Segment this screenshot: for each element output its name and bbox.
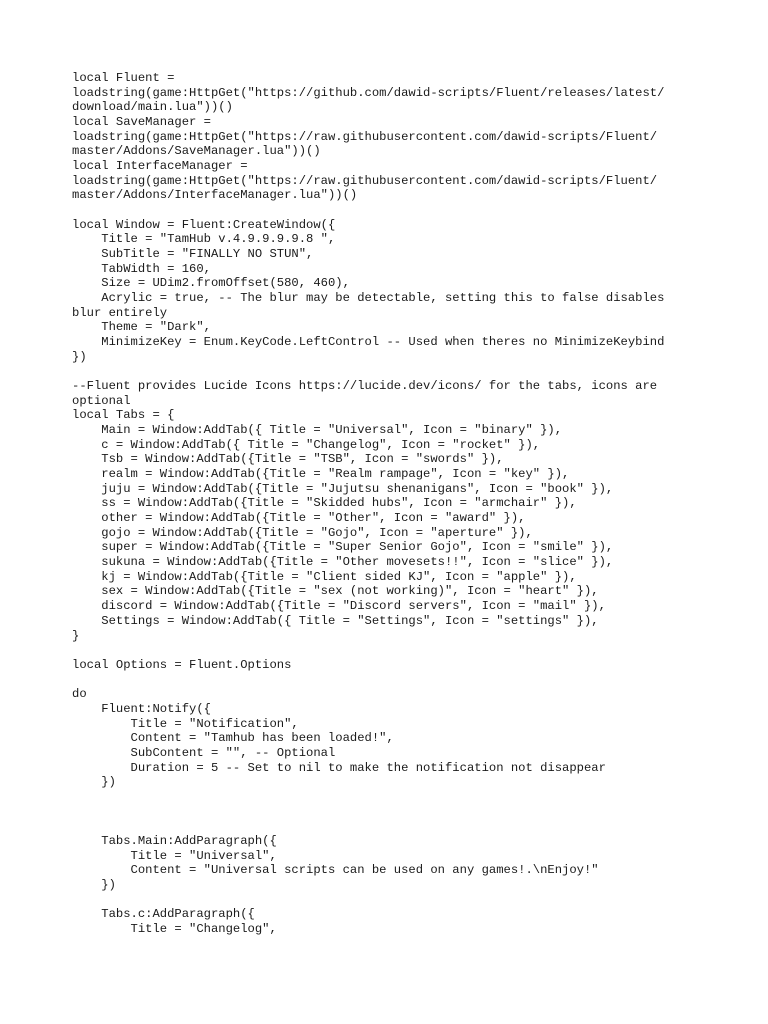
code-line: c = Window:AddTab({ Title = "Changelog", Icon = "rocket" }), <box>72 437 541 452</box>
code-line: ss = Window:AddTab({Title = "Skidded hubs", Icon = "armchair" }), <box>72 496 577 511</box>
code-line: blur entirely <box>72 305 168 320</box>
code-line: local Options = Fluent.Options <box>72 657 292 672</box>
code-line: loadstring(game:HttpGet("https://github.com/dawid-scripts/Fluent/releases/latest/ <box>72 85 665 100</box>
code-line: local Window = Fluent:CreateWindow({ <box>72 217 336 232</box>
code-line: kj = Window:AddTab({Title = "Client sided KJ", Icon = "apple" }), <box>72 569 577 584</box>
code-line: Tabs.Main:AddParagraph({ <box>72 833 277 848</box>
code-line: }) <box>72 349 87 364</box>
code-line: Title = "Notification", <box>72 716 299 731</box>
code-line: }) <box>72 877 116 892</box>
code-line: sex = Window:AddTab({Title = "sex (not working)", Icon = "heart" }), <box>72 584 599 599</box>
code-line: SubTitle = "FINALLY NO STUN", <box>72 247 314 262</box>
code-line: download/main.lua"))() <box>72 100 233 115</box>
code-line: Title = "Universal", <box>72 848 277 863</box>
code-line: other = Window:AddTab({Title = "Other", Icon = "award" }), <box>72 511 526 526</box>
code-line: Title = "Changelog", <box>72 921 277 936</box>
code-line <box>72 643 692 658</box>
code-line: loadstring(game:HttpGet("https://raw.githubusercontent.com/dawid-scripts/Fluent/ <box>72 173 658 188</box>
code-line: realm = Window:AddTab({Title = "Realm rampage", Icon = "key" }), <box>72 467 570 482</box>
code-line: super = Window:AddTab({Title = "Super Senior Gojo", Icon = "smile" }), <box>72 540 614 555</box>
code-line: SubContent = "", -- Optional <box>72 745 336 760</box>
code-line <box>72 673 692 688</box>
code-line <box>72 203 692 218</box>
code-line <box>72 893 692 908</box>
code-line: discord = Window:AddTab({Title = "Discord servers", Icon = "mail" }), <box>72 599 606 614</box>
code-line: local InterfaceManager = <box>72 159 248 174</box>
code-line: Content = "Universal scripts can be used on any games!.\nEnjoy!" <box>72 863 599 878</box>
code-line: Fluent:Notify({ <box>72 701 211 716</box>
code-line: } <box>72 628 80 643</box>
code-line: Title = "TamHub v.4.9.9.9.9.8 ", <box>72 232 336 247</box>
code-line: Content = "Tamhub has been loaded!", <box>72 731 394 746</box>
code-line: Theme = "Dark", <box>72 320 211 335</box>
code-line: do <box>72 687 87 702</box>
code-line <box>72 805 692 820</box>
code-line <box>72 790 692 805</box>
code-listing <box>72 71 692 937</box>
code-line: gojo = Window:AddTab({Title = "Gojo", Icon = "aperture" }), <box>72 525 533 540</box>
code-line: Tsb = Window:AddTab({Title = "TSB", Icon = "swords" }), <box>72 452 504 467</box>
code-line: juju = Window:AddTab({Title = "Jujutsu shenanigans", Icon = "book" }), <box>72 481 614 496</box>
code-line: local Tabs = { <box>72 408 175 423</box>
code-line: Tabs.c:AddParagraph({ <box>72 907 255 922</box>
code-line: sukuna = Window:AddTab({Title = "Other movesets!!", Icon = "slice" }), <box>72 555 614 570</box>
code-line: master/Addons/InterfaceManager.lua"))() <box>72 188 358 203</box>
code-line: }) <box>72 775 116 790</box>
code-line <box>72 364 692 379</box>
code-line: TabWidth = 160, <box>72 261 211 276</box>
code-line: loadstring(game:HttpGet("https://raw.githubusercontent.com/dawid-scripts/Fluent/ <box>72 129 658 144</box>
code-line: master/Addons/SaveManager.lua"))() <box>72 144 321 159</box>
code-line: local Fluent = <box>72 71 175 85</box>
code-line: local SaveManager = <box>72 115 211 130</box>
code-line: Main = Window:AddTab({ Title = "Universal", Icon = "binary" }), <box>72 423 563 438</box>
code-line: MinimizeKey = Enum.KeyCode.LeftControl -- Used when theres no MinimizeKeybind <box>72 335 665 350</box>
code-line: Duration = 5 -- Set to nil to make the notification not disappear <box>72 760 606 775</box>
code-line: --Fluent provides Lucide Icons https://lucide.dev/icons/ for the tabs, icons are <box>72 379 658 394</box>
code-line <box>72 819 692 834</box>
code-line: optional <box>72 393 131 408</box>
code-line: Size = UDim2.fromOffset(580, 460), <box>72 276 350 291</box>
code-line: Acrylic = true, -- The blur may be detectable, setting this to false disables <box>72 291 665 306</box>
code-line: Settings = Window:AddTab({ Title = "Settings", Icon = "settings" }), <box>72 613 599 628</box>
